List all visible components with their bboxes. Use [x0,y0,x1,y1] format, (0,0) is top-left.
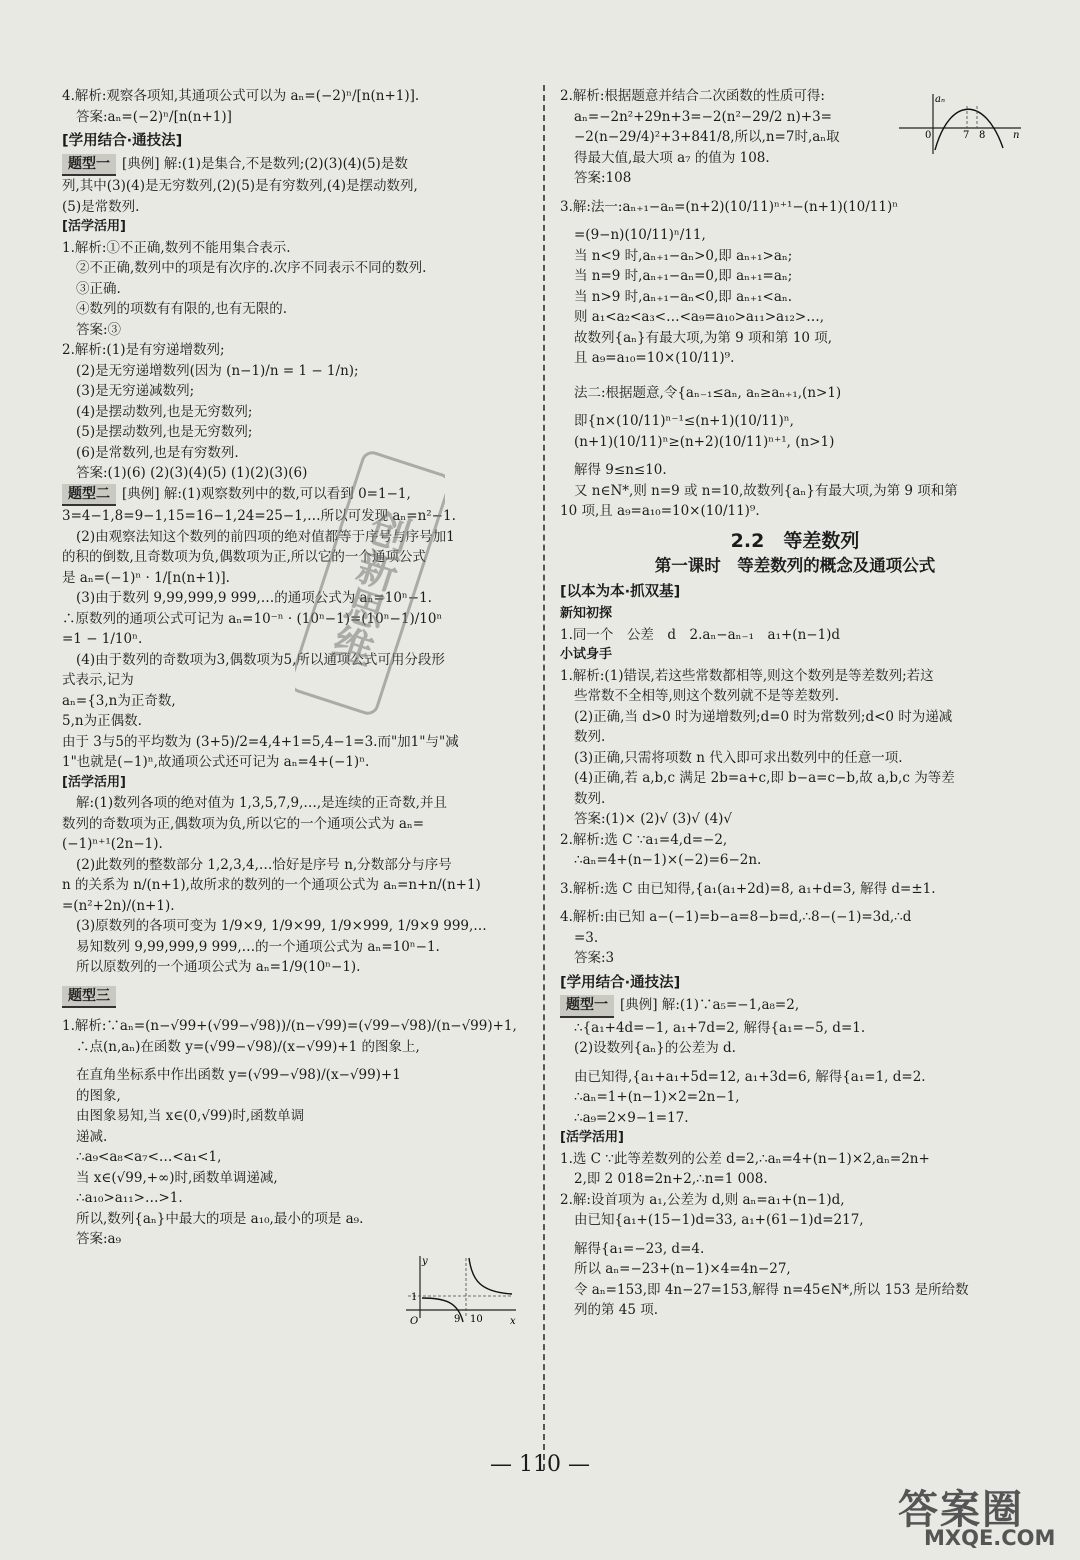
graph-x-label: x [510,1316,516,1327]
text-line: =(9−n)(10/11)ⁿ/11, [574,227,706,243]
text-line: 2.解析:根据题意并结合二次函数的性质可得: [560,88,825,104]
text-line: 则 a₁<a₂<a₃<…<a₉=a₁₀>a₁₁>a₁₂>…, [574,309,825,325]
text-line: 数列. [574,729,606,745]
text-line: 的图象, [76,1087,121,1104]
question-type-label: 题型一 [62,154,116,177]
question-type-label: 题型一 [560,995,614,1018]
subsection-heading: 新知初探 [560,606,613,621]
text-line: 3.解:法一:aₙ₊₁−aₙ=(n+2)(10/11)ⁿ⁺¹−(n+1)(10/11)ⁿ [560,198,899,215]
watermark-logo [898,1478,1076,1558]
text-line: 且 a₉=a₁₀=10×(10/11)⁹. [574,350,735,366]
lesson-title: 第一课时 等差数列的概念及通项公式 [654,555,936,575]
text-line: 1.解析:∵aₙ=(n−√99+(√99−√98))/(n−√99)=(√99−√98)/(n−√99)+1, [62,1018,517,1034]
graph-origin-label: O [410,1316,419,1327]
section-heading: [学用结合·通技法] [560,974,681,991]
text-line: (4)正确,若 a,b,c 满足 2b=a+c,即 b−a=c−b,故 a,b,c 为等差 [574,770,955,786]
text-line: 所以,数列{aₙ}中最大的项是 a₁₀,最小的项是 a₉. [76,1210,364,1227]
text-line: 列,其中(3)(4)是无穷数列,(2)(5)是有穷数列,(4)是摆动数列, [62,178,418,194]
text-line: =(n²+2n)/(n+1). [62,897,175,914]
page-number: — 110 — [490,1452,590,1477]
text-line: [典例] 解:(1)∵a₅=−1,a₈=2, [620,997,800,1013]
text-line: 些常数不全相等,则这个数列就不是等差数列. [574,688,840,704]
text-line: =3. [574,929,599,946]
hyperbola-graph [400,1252,520,1330]
text-line: 答案:a₉ [76,1231,122,1247]
subsection-heading: [活学活用] [62,219,126,234]
watermark-text: 答案圈 [898,1487,1024,1533]
text-line: ∴点(n,aₙ)在函数 y=(√99−√98)/(x−√99)+1 的图象上, [76,1038,420,1055]
text-line: (2)设数列{aₙ}的公差为 d. [574,1040,736,1056]
text-line: 当 n>9 时,aₙ₊₁−aₙ<0,即 aₙ₊₁<aₙ. [574,288,792,305]
question-type-label: 题型三 [62,986,116,1009]
text-line: (n+1)(10/11)ⁿ≥(n+2)(10/11)ⁿ⁺¹, (n>1) [574,433,835,450]
text-line: (−1)ⁿ⁺¹(2n−1). [62,836,163,852]
text-line: 2.解析:(1)是有穷递增数列; [62,342,225,358]
text-line: ∴a₉=2×9−1=17. [574,1109,689,1126]
text-line: ∴a₉<a₈<a₇<…<a₁<1, [76,1149,222,1165]
text-line: (2)此数列的整数部分 1,2,3,4,…恰好是序号 n,分数部分与序号 [76,856,452,873]
text-line: 3.解析:选 C 由已知得,{a₁(a₁+2d)=8, a₁+d=3, 解得 d=±1. [560,880,936,897]
text-line: 易知数列 9,99,999,9 999,…的一个通项公式为 aₙ=10ⁿ−1. [76,938,440,955]
text-line: (3)是无穷递减数列; [76,383,195,399]
subsection-heading: [活学活用] [62,774,126,790]
right-column [560,86,1030,1321]
text-line: 由图象易知,当 x∈(0,√99)时,函数单调 [76,1108,305,1124]
graph-nine-label: 9 [454,1314,461,1325]
text-line: 1.同一个 公差 d 2.aₙ−aₙ₋₁ a₁+(n−1)d [560,626,841,643]
graph-one-label: 1 [411,1292,418,1303]
text-line: ∴aₙ=1+(n−1)×2=2n−1, [574,1089,740,1105]
text-line: 解得{a₁=−23, d=4. [574,1240,705,1257]
text-line: 由已知得,{a₁+a₁+5d=12, a₁+3d=6, 解得{a₁=1, d=2. [574,1068,926,1085]
text-line: 4.解析:观察各项知,其通项公式可以为 aₙ=(−2)ⁿ/[n(n+1)]. [62,88,420,104]
text-line: (3)由于数列 9,99,999,9 999,…的通项公式为 aₙ=10ⁿ−1. [76,590,432,606]
text-line: 在直角坐标系中作出函数 y=(√99−√98)/(x−√99)+1 [76,1067,401,1083]
text-line: 式表示,记为 [62,672,134,688]
text-line: (3)正确,只需将项数 n 代入即可求出数列中的任意一项. [574,749,903,766]
section-heading: [学用结合·通技法] [62,133,183,149]
graph-n-label: n [1013,130,1020,141]
graph-a-label: aₙ [935,94,946,105]
text-line: 列的第 45 项. [574,1302,659,1318]
text-line: 所以 aₙ=−23+(n−1)×4=4n−27, [574,1261,791,1277]
graph-origin-label: 0 [925,130,932,141]
section-title: 2.2 等差数列 [730,529,860,552]
text-line: 解得 9≤n≤10. [574,462,667,478]
graph-seven-label: 7 [963,130,970,141]
text-line: 答案:3 [574,950,615,966]
text-line: aₙ=−2n²+29n+3=−2(n²−29/2 n)+3= [574,108,832,125]
text-line: 3=4−1,8=9−1,15=16−1,24=25−1,…所以可发现 aₙ=n²−1. [62,508,456,524]
text-line: 答案:(1)(6) (2)(3)(4)(5) (1)(2)(3)(6) [76,465,308,481]
text-line: aₙ={3,n为正奇数, [62,692,176,709]
text-line: (2)由观察法知这个数列的前四项的绝对值都等于序号与序号加1 [76,528,455,545]
text-line: 当 n<9 时,aₙ₊₁−aₙ>0,即 aₙ₊₁>aₙ; [574,247,793,264]
text-line: ∴aₙ=4+(n−1)×(−2)=6−2n. [574,852,762,868]
text-line: 2.解:设首项为 a₁,公差为 d,则 aₙ=a₁+(n−1)d, [560,1191,845,1208]
text-line: 答案:(1)× (2)√ (3)√ (4)√ [574,811,733,827]
text-line: 由已知{a₁+(15−1)d=33, a₁+(61−1)d=217, [574,1212,864,1228]
text-line: 又 n∈N*,则 n=9 或 n=10,故数列{aₙ}有最大项,为第 9 项和第 [574,482,958,499]
text-line: 令 aₙ=153,即 4n−27=153,解得 n=45∈N*,所以 153 是所给数 [574,1281,969,1298]
text-line: (4)是摆动数列,也是无穷数列; [76,403,253,420]
text-line: (6)是常数列,也是有穷数列. [76,444,239,461]
text-line: 1.选 C ∵此等差数列的公差 d=2,∴aₙ=4+(n−1)×2,aₙ=2n+ [560,1150,930,1167]
text-line: 1.解析:①不正确,数列不能用集合表示. [62,239,291,256]
text-line: (4)由于数列的奇数项为3,偶数项为5,所以通项公式可用分段形 [76,651,445,668]
text-line: 递减. [76,1128,108,1145]
text-line: 5,n为正偶数. [62,713,142,729]
text-line: 数列. [574,790,606,807]
text-line: 答案:108 [574,170,632,186]
text-line: ∴a₁₀>a₁₁>…>1. [76,1190,183,1206]
text-line: =1 − 1/10ⁿ. [62,631,143,647]
text-line: 2,即 2 018=2n+2,∴n=1 008. [574,1171,768,1187]
stamp-text: 创新思维 [321,504,416,671]
text-line: ②不正确,数列中的项是有次序的.次序不同表示不同的数列. [76,260,427,276]
text-line: 的积的倒数,且奇数项为负,偶数项为正,所以它的一个通项公式 [62,549,426,565]
text-line: 4.解析:由已知 a−(−1)=b−a=8−b=d,∴8−(−1)=3d,∴d [560,909,912,925]
text-line: ④数列的项数有有限的,也有无限的. [76,301,288,317]
text-line: 法二:根据题意,令{aₙ₋₁≤aₙ, aₙ≥aₙ₊₁,(n>1) [574,384,842,401]
text-line: (2)是无穷递增数列(因为 (n−1)/n = 1 − 1/n); [76,362,359,379]
text-line: 当 x∈(√99,+∞)时,函数单调递减, [76,1169,278,1186]
text-line: 解:(1)数列各项的绝对值为 1,3,5,7,9,…,是连续的正奇数,并且 [76,795,447,811]
subsection-heading: [活学活用] [560,1130,624,1145]
text-line: 1"也就是(−1)ⁿ,故通项公式还可记为 aₙ=4+(−1)ⁿ. [62,754,370,770]
graph-y-label: y [422,1256,428,1267]
stamp-watermark [295,448,445,718]
text-line: 即{n×(10/11)ⁿ⁻¹≤(n+1)(10/11)ⁿ, [574,413,794,429]
text-line: 故数列{aₙ}有最大项,为第 9 项和第 10 项, [574,329,833,346]
text-line: ∴{a₁+4d=−1, a₁+7d=2, 解得{a₁=−5, d=1. [574,1019,866,1036]
text-line: 答案:③ [76,321,122,338]
text-line: (2)正确,当 d>0 时为递增数列;d=0 时为常数列;d<0 时为递减 [574,708,953,725]
text-line: 得最大值,最大项 a₇ 的值为 108. [574,149,770,166]
text-line: 1.解析:(1)错误,若这些常数都相等,则这个数列是等差数列;若这 [560,667,934,684]
text-line: 2.解析:选 C ∵a₁=4,d=−2, [560,831,728,848]
text-line: 当 n=9 时,aₙ₊₁−aₙ=0,即 aₙ₊₁=aₙ; [574,268,793,284]
graph-ten-label: 10 [470,1314,483,1325]
text-line: 由于 3与5的平均数为 (3+5)/2=4,4+1=5,4−1=3.而"加1"与"减 [62,733,459,750]
text-line: [典例] 解:(1)是集合,不是数列;(2)(3)(4)(5)是数 [122,155,408,172]
text-line: 数列的奇数项为正,偶数项为负,所以它的一个通项公式为 aₙ= [62,815,425,832]
graph-eight-label: 8 [979,130,986,141]
text-line: 答案:aₙ=(−2)ⁿ/[n(n+1)] [76,108,232,125]
question-type-label: 题型二 [62,484,116,507]
text-line: (5)是摆动数列,也是无穷数列; [76,424,253,440]
text-line: 所以原数列的一个通项公式为 aₙ=1/9(10ⁿ−1). [76,959,361,975]
text-line: n 的关系为 n/(n+1),故所求的数列的一个通项公式为 aₙ=n+n/(n+1) [62,877,481,893]
watermark-url: MXQE.COM [924,1526,1056,1550]
text-line: (5)是常数列. [62,198,140,215]
subsection-heading: 小试身手 [560,647,613,662]
text-line: ③正确. [76,280,121,297]
parabola-graph [895,90,1025,158]
text-line: 是 aₙ=(−1)ⁿ · 1/[n(n+1)]. [62,569,230,586]
text-line: ∴原数列的通项公式可记为 aₙ=10⁻ⁿ · (10ⁿ−1)=(10ⁿ−1)/10ⁿ [62,610,443,627]
section-heading: [以本为本·抓双基] [560,583,681,600]
text-line: −2(n−29/4)²+3+841/8,所以,n=7时,aₙ取 [574,129,840,145]
text-line: (3)原数列的各项可变为 1/9×9, 1/9×99, 1/9×999, 1/9×9 999,… [76,918,487,934]
text-line: [典例] 解:(1)观察数列中的数,可以看到 0=1−1, [122,485,411,502]
column-divider [543,85,545,1470]
text-line: 10 项,且 a₉=a₁₀=10×(10/11)⁹. [560,503,760,519]
